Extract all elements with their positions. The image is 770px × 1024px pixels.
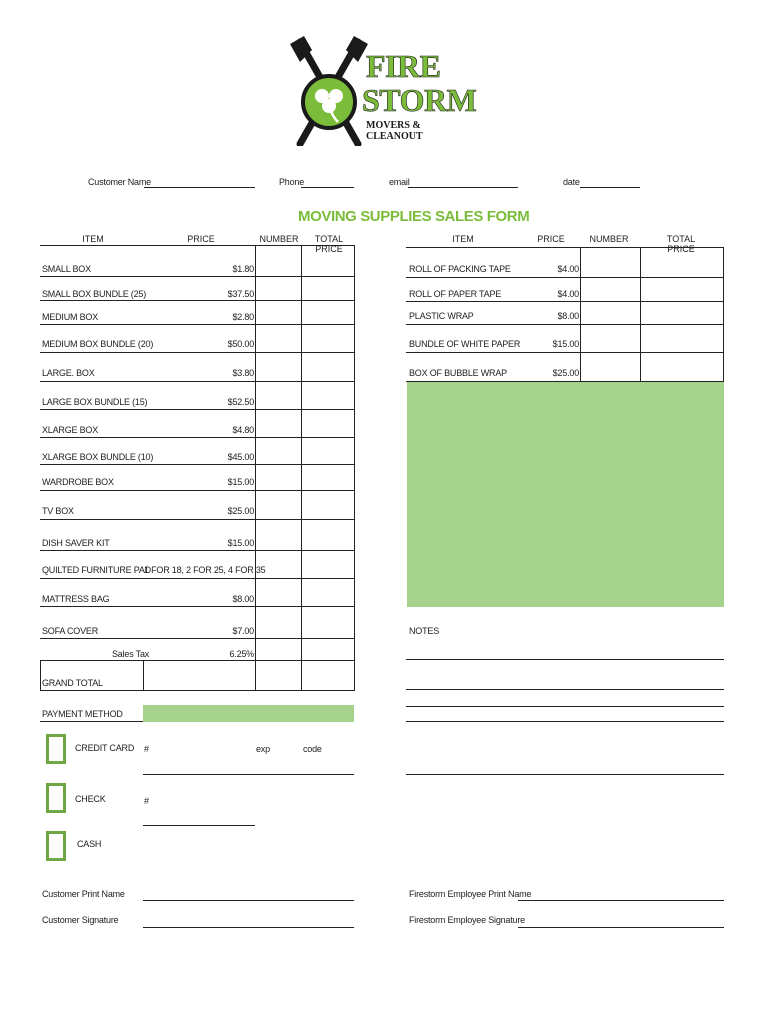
employee-signature-field[interactable] [518, 927, 724, 928]
right-table-top [406, 247, 724, 248]
customer-print-label: Customer Print Name [42, 889, 125, 899]
company-logo [286, 34, 477, 146]
row-separator [40, 437, 355, 438]
cash-label: CASH [77, 839, 102, 849]
left-col-price: PRICE [187, 234, 215, 244]
item-name: WARDROBE BOX [42, 477, 114, 487]
employee-signature-label: Firestorm Employee Signature [409, 915, 525, 925]
cash-checkbox[interactable] [46, 831, 66, 861]
item-name: QUILTED FURNITURE PAD [42, 565, 151, 575]
item-name: TV BOX [42, 506, 74, 516]
row-separator [40, 638, 355, 639]
right-col-total: TOTAL PRICE [666, 234, 696, 254]
logo-tagline: MOVERS & CLEANOUT [366, 120, 423, 142]
email-field[interactable] [408, 187, 518, 188]
right-table-right-edge [723, 247, 724, 381]
row-separator [406, 277, 724, 278]
row-separator [40, 464, 355, 465]
check-number-symbol: # [144, 796, 149, 806]
left-table-top [40, 245, 355, 246]
customer-name-field[interactable] [144, 187, 255, 188]
credit-card-checkbox[interactable] [46, 734, 66, 764]
item-name: SMALL BOX [42, 264, 91, 274]
left-table-divider-1 [255, 245, 256, 690]
phone-field[interactable] [301, 187, 354, 188]
item-name: LARGE. BOX [42, 368, 95, 378]
right-col-item: ITEM [452, 234, 474, 244]
item-name: BUNDLE OF WHITE PAPER [409, 339, 521, 349]
notes-line-2[interactable] [406, 689, 724, 690]
item-price: $15.00 [227, 477, 254, 487]
sales-tax-label: Sales Tax [112, 649, 150, 659]
item-price: $8.00 [557, 311, 579, 321]
right-filler-block [407, 382, 724, 607]
date-label: date [563, 177, 580, 187]
left-table-right-edge [354, 245, 355, 690]
item-price: $4.00 [557, 264, 579, 274]
item-name: DISH SAVER KIT [42, 538, 110, 548]
item-name: SMALL BOX BUNDLE (25) [42, 289, 147, 299]
payment-method-bar [143, 705, 354, 722]
employee-print-label: Firestorm Employee Print Name [409, 889, 532, 899]
item-price: $45.00 [227, 452, 254, 462]
form-title: MOVING SUPPLIES SALES FORM [298, 208, 530, 225]
payment-method-label: PAYMENT METHOD [42, 709, 123, 719]
item-name: MATTRESS BAG [42, 594, 110, 604]
row-separator [406, 324, 724, 325]
email-label: email [389, 177, 410, 187]
row-separator [40, 324, 355, 325]
customer-signature-label: Customer Signature [42, 915, 119, 925]
grand-total-label: GRAND TOTAL [42, 678, 103, 688]
left-table-divider-2 [301, 245, 302, 690]
notes-line-4[interactable] [406, 721, 724, 722]
item-name: SOFA COVER [42, 626, 99, 636]
left-col-total: TOTAL PRICE [314, 234, 344, 254]
item-name: MEDIUM BOX [42, 312, 99, 322]
row-separator [40, 606, 355, 607]
notes-line-1[interactable] [406, 659, 724, 660]
left-table-price-divider [143, 660, 144, 690]
row-separator [40, 381, 355, 382]
item-name: BOX OF BUBBLE WRAP [409, 368, 507, 378]
left-table-bottom [40, 690, 355, 691]
right-col-number: NUMBER [589, 234, 629, 244]
left-col-number: NUMBER [259, 234, 299, 244]
grand-total-field[interactable] [301, 661, 354, 690]
item-price: $25.00 [552, 368, 579, 378]
item-price: $4.00 [557, 289, 579, 299]
right-table-divider-2 [640, 247, 641, 381]
date-field[interactable] [580, 187, 640, 188]
notes-line-5[interactable] [406, 774, 724, 775]
item-price: $37.50 [227, 289, 254, 299]
item-name: ROLL OF PAPER TAPE [409, 289, 502, 299]
item-name: PLASTIC WRAP [409, 311, 474, 321]
card-details-field[interactable] [143, 774, 354, 775]
left-col-item: ITEM [82, 234, 104, 244]
row-separator [40, 578, 355, 579]
row-separator [40, 352, 355, 353]
item-price: $52.50 [227, 397, 254, 407]
left-table-left-edge [40, 660, 41, 690]
item-name: MEDIUM BOX BUNDLE (20) [42, 339, 154, 349]
logo-line-2: STORM [362, 82, 477, 118]
row-separator [40, 276, 355, 277]
check-label: CHECK [75, 794, 106, 804]
row-separator [406, 352, 724, 353]
item-price: $15.00 [227, 538, 254, 548]
item-price: $2.80 [232, 312, 254, 322]
notes-label: NOTES [409, 626, 440, 636]
payment-method-underline [40, 721, 144, 722]
exp-label: exp [256, 744, 270, 754]
item-price: $50.00 [227, 339, 254, 349]
customer-print-field[interactable] [143, 900, 354, 901]
code-label: code [303, 744, 322, 754]
check-number-field[interactable] [143, 825, 255, 826]
right-table-divider-1 [580, 247, 581, 381]
customer-signature-field[interactable] [143, 927, 354, 928]
logo-line-1: FIRE [366, 48, 441, 84]
row-separator [40, 550, 355, 551]
row-separator [406, 301, 724, 302]
notes-line-3[interactable] [406, 706, 724, 707]
row-separator [40, 519, 355, 520]
row-separator [40, 490, 355, 491]
phone-label: Phone [279, 177, 305, 187]
item-price: $8.00 [232, 594, 254, 604]
row-separator [40, 300, 355, 301]
check-checkbox[interactable] [46, 783, 66, 813]
item-price: $15.00 [552, 339, 579, 349]
item-name: ROLL OF PACKING TAPE [409, 264, 511, 274]
employee-print-field[interactable] [518, 900, 724, 901]
item-price: $4.80 [232, 425, 254, 435]
sales-tax-value: 6.25% [229, 649, 254, 659]
credit-card-label: CREDIT CARD [75, 743, 135, 753]
item-name: XLARGE BOX BUNDLE (10) [42, 452, 154, 462]
row-separator [40, 409, 355, 410]
card-number-symbol: # [144, 744, 149, 754]
item-price: $3.80 [232, 368, 254, 378]
item-price: 1 FOR 18, 2 FOR 25, 4 FOR 35 [144, 565, 266, 575]
customer-name-label: Customer Name [88, 177, 151, 187]
item-price: $7.00 [232, 626, 254, 636]
item-price: $25.00 [227, 506, 254, 516]
right-col-price: PRICE [537, 234, 565, 244]
item-name: XLARGE BOX [42, 425, 99, 435]
item-name: LARGE BOX BUNDLE (15) [42, 397, 148, 407]
item-price: $1.80 [232, 264, 254, 274]
